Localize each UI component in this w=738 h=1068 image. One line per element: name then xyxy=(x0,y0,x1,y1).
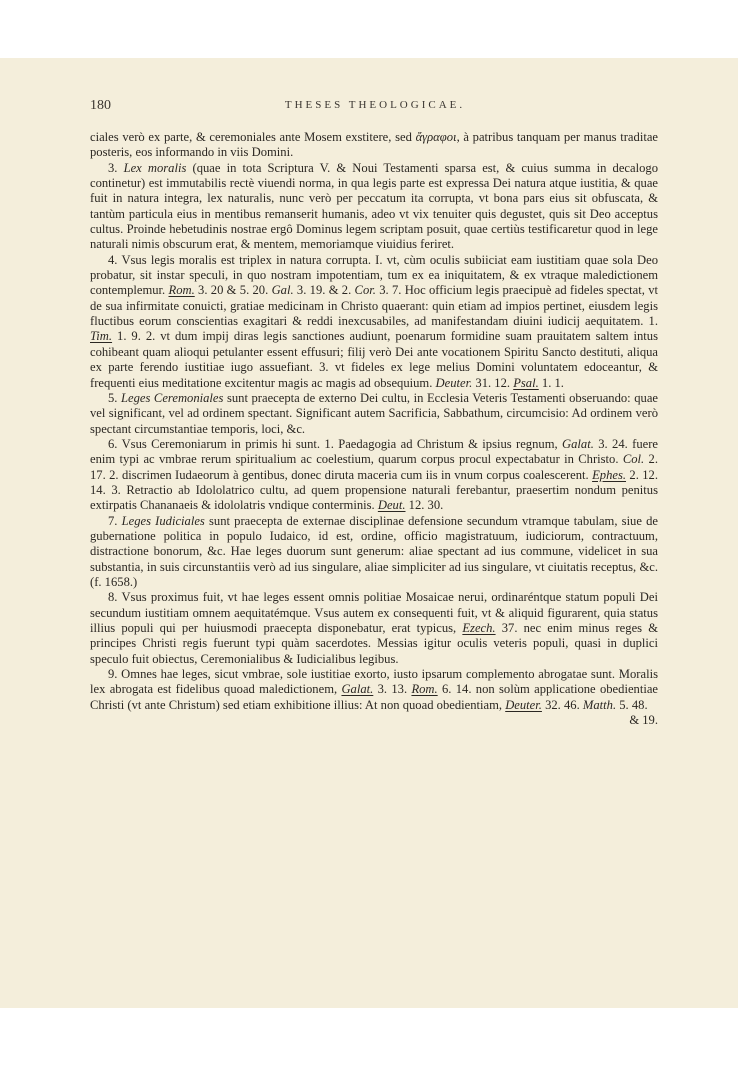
page-header xyxy=(90,98,660,114)
text-run: 5. xyxy=(108,390,121,405)
text-run: 3. xyxy=(108,160,124,175)
italic-run: Rom. xyxy=(168,283,195,298)
italic-run: Galat. xyxy=(562,436,594,451)
text-run: 2. 12. 14. 3. Retractio ab Idololatrico cultu, ad quem propensione naturali ferebantur, praesertim nondum penitus extirpatis Chananaeis & idololatris vndique conterminis. xyxy=(90,467,658,513)
italic-run: Tim. xyxy=(90,329,113,344)
paragraph-6-usus-ceremoniarum xyxy=(90,437,658,514)
italic-run: Col. xyxy=(622,452,645,467)
text-run: sunt praecepta de externo Dei cultu, in Ecclesia Veteris Testamenti obseruando: quae vel significant, vel ad ordinem spectant. Significant autem Sacrificia, Sabbathum, circumcisio: Ad ordinem verò spectant circumstantiae temporis, loci, &c. xyxy=(90,390,658,436)
text-run: 9. Omnes hae leges, sicut vmbrae, sole iustitiae exorto, iusto ipsarum complemento abrogatae sunt. Moralis lex abrogata est fidelibus quoad maledictionem, xyxy=(90,667,658,697)
text-run: , à patribus tanquam per manus traditae posteris, eos informando in viis Domini. xyxy=(90,130,658,160)
text-run: 3. 24. fuere enim typi ac vmbrae rerum spiritualium ac coelestium, quarum corpus procul expectabatur in Christo. xyxy=(90,436,658,467)
text-run: 5. 48. xyxy=(616,697,648,712)
text-run: 3. 13. xyxy=(373,682,412,697)
italic-run: Ephes. xyxy=(592,467,627,482)
italic-run: Gal. xyxy=(271,283,294,298)
italic-run: Deuter. xyxy=(505,697,542,712)
text-run: 3. 20 & 5. 20. xyxy=(194,283,272,298)
italic-run: Rom. xyxy=(411,682,438,697)
text-run: 6. 14. non solùm applicatione obedientiae Christi (vt ante Christum) sed etiam exhibitione illius: At non quoad obedientiam, xyxy=(90,682,659,712)
book-page xyxy=(0,58,738,1008)
italic-run: Matth. xyxy=(582,697,617,712)
text-run: 6. Vsus Ceremoniarum in primis hi sunt. 1. Paedagogia ad Christum & ipsius regnum, xyxy=(108,436,563,451)
text-run: 8. Vsus proximus fuit, vt hae leges essent omnis politiae Mosaicae nerui, ordinaréntque statum populi Dei secundum iustitiam omnem aequitatémque. Vsus autem ex consequenti fuit, vt & aliquid figurarent, quia status illius populi qui per huiusmodi praecepta disponebatur, erat typicus, xyxy=(90,590,658,635)
italic-run: Lex moralis xyxy=(123,160,187,175)
text-run: 32. 46. xyxy=(541,697,583,712)
body-text xyxy=(90,130,658,728)
text-run: 37. nec enim minus reges & principes Christi regis fuerunt typi quàm sacerdotes. Messias igitur oculis veteris populi, quasi in duplici speculo fuit obiectus, Ceremonialibus & Iudicialibus legibus. xyxy=(90,621,658,666)
catchword: & 19. xyxy=(629,713,658,728)
paragraph-4-usus-legis xyxy=(90,253,658,391)
italic-run: Galat. xyxy=(341,682,374,697)
paragraph-8-usus-proximus xyxy=(90,590,658,667)
italic-run: Psal. xyxy=(513,375,539,390)
text-run: (quae in tota Scriptura V. & Noui Testamenti sparsa est, & cuius summa in decalogo continetur) est immutabilis rectè viuendi norma, in qua legis parte est expressa Dei natura atque iustitia, & quae fuit in natura integra, lex naturalis, nunc verò per peccatum ita corrupta, vt bona pars eius sit obfuscata, & tantùm particula eius in mentibus remanserit humanis, adeo vt vix tenuiter quis degustet, quis sit Deo acceptus cultus. Proinde hebetudinis nostrae ergô Dominus legem scriptam posuit, quae certiùs testificaretur quod in lege naturali nimis obscurum erat, & mentem, memoriamque viuidius feriret. xyxy=(90,160,658,252)
italic-run: Deuter. xyxy=(435,375,473,390)
italic-run: Ezech. xyxy=(462,621,496,635)
paragraph-9-omnes-leges xyxy=(90,667,658,713)
text-run: 2. 17. 2. discrimen Iudaeorum à gentibus, donec diruta maceria cum iis in vnum corpus coalescerent. xyxy=(90,452,659,482)
paragraph-3-lex-moralis xyxy=(90,161,658,253)
text-run: 1. 9. 2. vt dum impij diras legis sanctiones audiunt, poenarum formidine suam prauitatem saltem intus cohibeant quam alioqui petulanter essent effusuri; filij verò Dei ante vocationem Spiritu Sancto destituti, aliqua ex parte ferendo iustitiae iugo assuefiant. 3. vt fideles ex lege melius Domini voluntatem edoceantur, & frequenti eius meditatione excitentur magis ac magis ad obsequium. xyxy=(90,329,658,390)
running-title: THESES THEOLOGICAE. xyxy=(284,99,466,111)
text-run: ciales verò ex parte, & ceremoniales ante Mosem exstitere, sed xyxy=(90,130,416,144)
text-run: 12. 30. xyxy=(405,498,444,513)
italic-run: Leges Ceremoniales xyxy=(121,390,224,405)
text-run: 31. 12. xyxy=(472,375,514,390)
italic-run: Cor. xyxy=(354,283,376,298)
italic-run: ἄγραφοι xyxy=(415,130,457,144)
paragraph-7-leges-iudiciales xyxy=(90,514,658,591)
text-run: 3. 7. Hoc officium legis praecipuè ad fideles spectat, vt de sua infirmitate conuicti, gratiae medicinam in Christo quaerant: quin etiam ad impios pertinet, eiusdem legis fluctibus eorum conscientias exagitari & reddi inexcusabiles, ad manifestandam diuini iudicij aequitatem. 1. xyxy=(90,283,659,329)
text-run: 4. Vsus legis moralis est triplex in natura corrupta. I. vt, cùm oculis subiiciat eam iustitiam quae sola Deo probatur, sit instar speculi, in quo nostram impotentiam, tum ex ea iniquitatem, & ex vtraque maledictionem contemplemur. xyxy=(90,252,658,298)
italic-run: Deut. xyxy=(377,498,406,513)
page-number: 180 xyxy=(90,98,111,113)
text-run: 3. 19. & 2. xyxy=(293,283,355,298)
text-run: 1. 1. xyxy=(538,375,564,390)
text-run: 7. xyxy=(108,513,122,528)
text-run: sunt praecepta de externae disciplinae defensione secundum vtramque tabulam, siue de gubernatione politica in populo Iudaico, id est, ordine, officio magistratuum, iudiciorum, contractuum, distractione bonorum, &c. Hae leges duorum sunt generum: aliae spectant ad ius commune, videlicet in sua substantia, in suis circunstantiis verò ad ius singulare, aliae simpliciter ad ius singulare, vt ciuitatis receptus, &c. (f. 1658.) xyxy=(90,513,658,589)
italic-run: Leges Iudiciales xyxy=(121,513,205,528)
paragraph-continuation xyxy=(90,130,658,161)
paragraph-5-leges-ceremoniales xyxy=(90,391,658,437)
